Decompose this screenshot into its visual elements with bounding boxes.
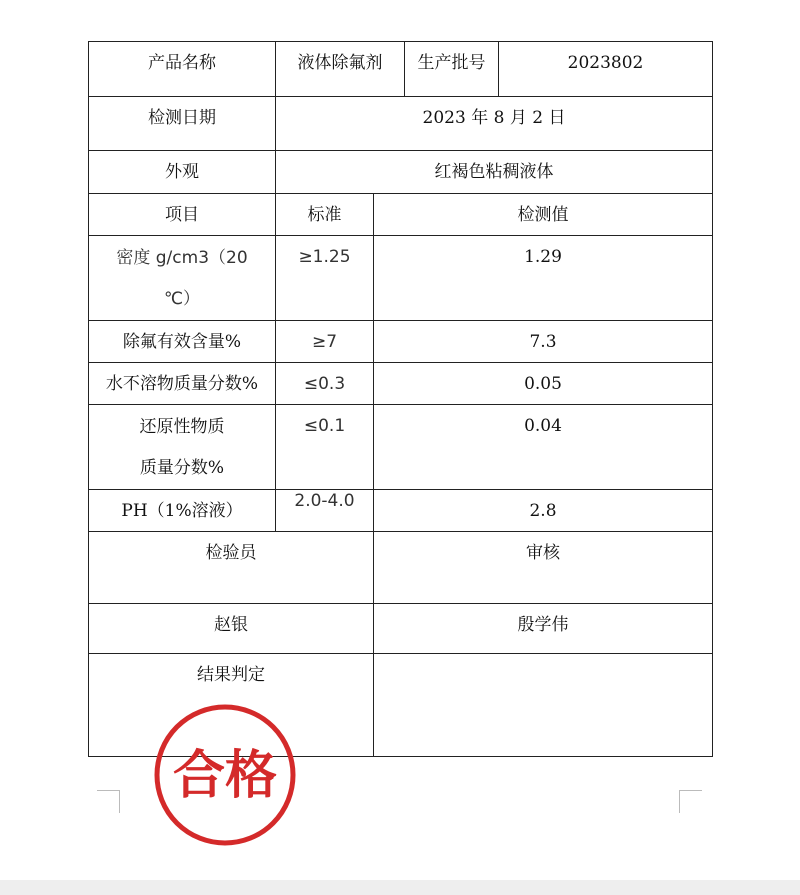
bottom-bar xyxy=(0,880,800,895)
column-header-value: 检测值 xyxy=(374,194,713,236)
row-item: 除氟有效含量% xyxy=(88,321,276,363)
row-standard: 2.0-4.0 xyxy=(276,490,374,532)
batch-value: 2023802 xyxy=(499,41,713,97)
product-name-value: 液体除氟剂 xyxy=(276,41,405,97)
row-item: 水不溶物质量分数% xyxy=(88,363,276,405)
result-value xyxy=(374,654,713,757)
qualified-stamp xyxy=(150,700,300,850)
reviewer-name: 殷学伟 xyxy=(374,604,713,654)
table-row-item xyxy=(88,236,276,321)
row-standard: ≥7 xyxy=(276,321,374,363)
appearance-label: 外观 xyxy=(88,151,276,194)
column-header-item: 项目 xyxy=(88,194,276,236)
inspector-name: 赵银 xyxy=(88,604,374,654)
row-value: 1.29 xyxy=(374,236,713,321)
row-value: 0.04 xyxy=(374,405,713,490)
inspection-report-table xyxy=(88,41,713,757)
column-header-standard: 标准 xyxy=(276,194,374,236)
row-standard: ≤0.3 xyxy=(276,363,374,405)
row-item-line1: 密度 g/cm3（20 xyxy=(116,248,248,268)
batch-label: 生产批号 xyxy=(405,41,499,97)
row-value: 2.8 xyxy=(374,490,713,532)
page-corner-mark-right xyxy=(679,790,702,813)
date-value: 2023 年 8 月 2 日 xyxy=(276,97,713,151)
row-item-line2: 质量分数% xyxy=(139,458,225,478)
product-name-label: 产品名称 xyxy=(88,41,276,97)
row-value: 7.3 xyxy=(374,321,713,363)
row-standard: ≤0.1 xyxy=(276,405,374,490)
row-standard: ≥1.25 xyxy=(276,236,374,321)
row-item-line2: ℃） xyxy=(163,289,201,309)
page-corner-mark-left xyxy=(97,790,120,813)
row-value: 0.05 xyxy=(374,363,713,405)
inspector-label: 检验员 xyxy=(88,532,374,604)
stamp-text: 合格 xyxy=(172,746,278,806)
row-item-line1: 还原性物质 xyxy=(139,417,225,437)
row-item: PH（1%溶液） xyxy=(88,490,276,532)
date-label: 检测日期 xyxy=(88,97,276,151)
table-row-item xyxy=(88,405,276,490)
result-label: 结果判定 xyxy=(88,654,374,757)
reviewer-label: 审核 xyxy=(374,532,713,604)
appearance-value: 红褐色粘稠液体 xyxy=(276,151,713,194)
